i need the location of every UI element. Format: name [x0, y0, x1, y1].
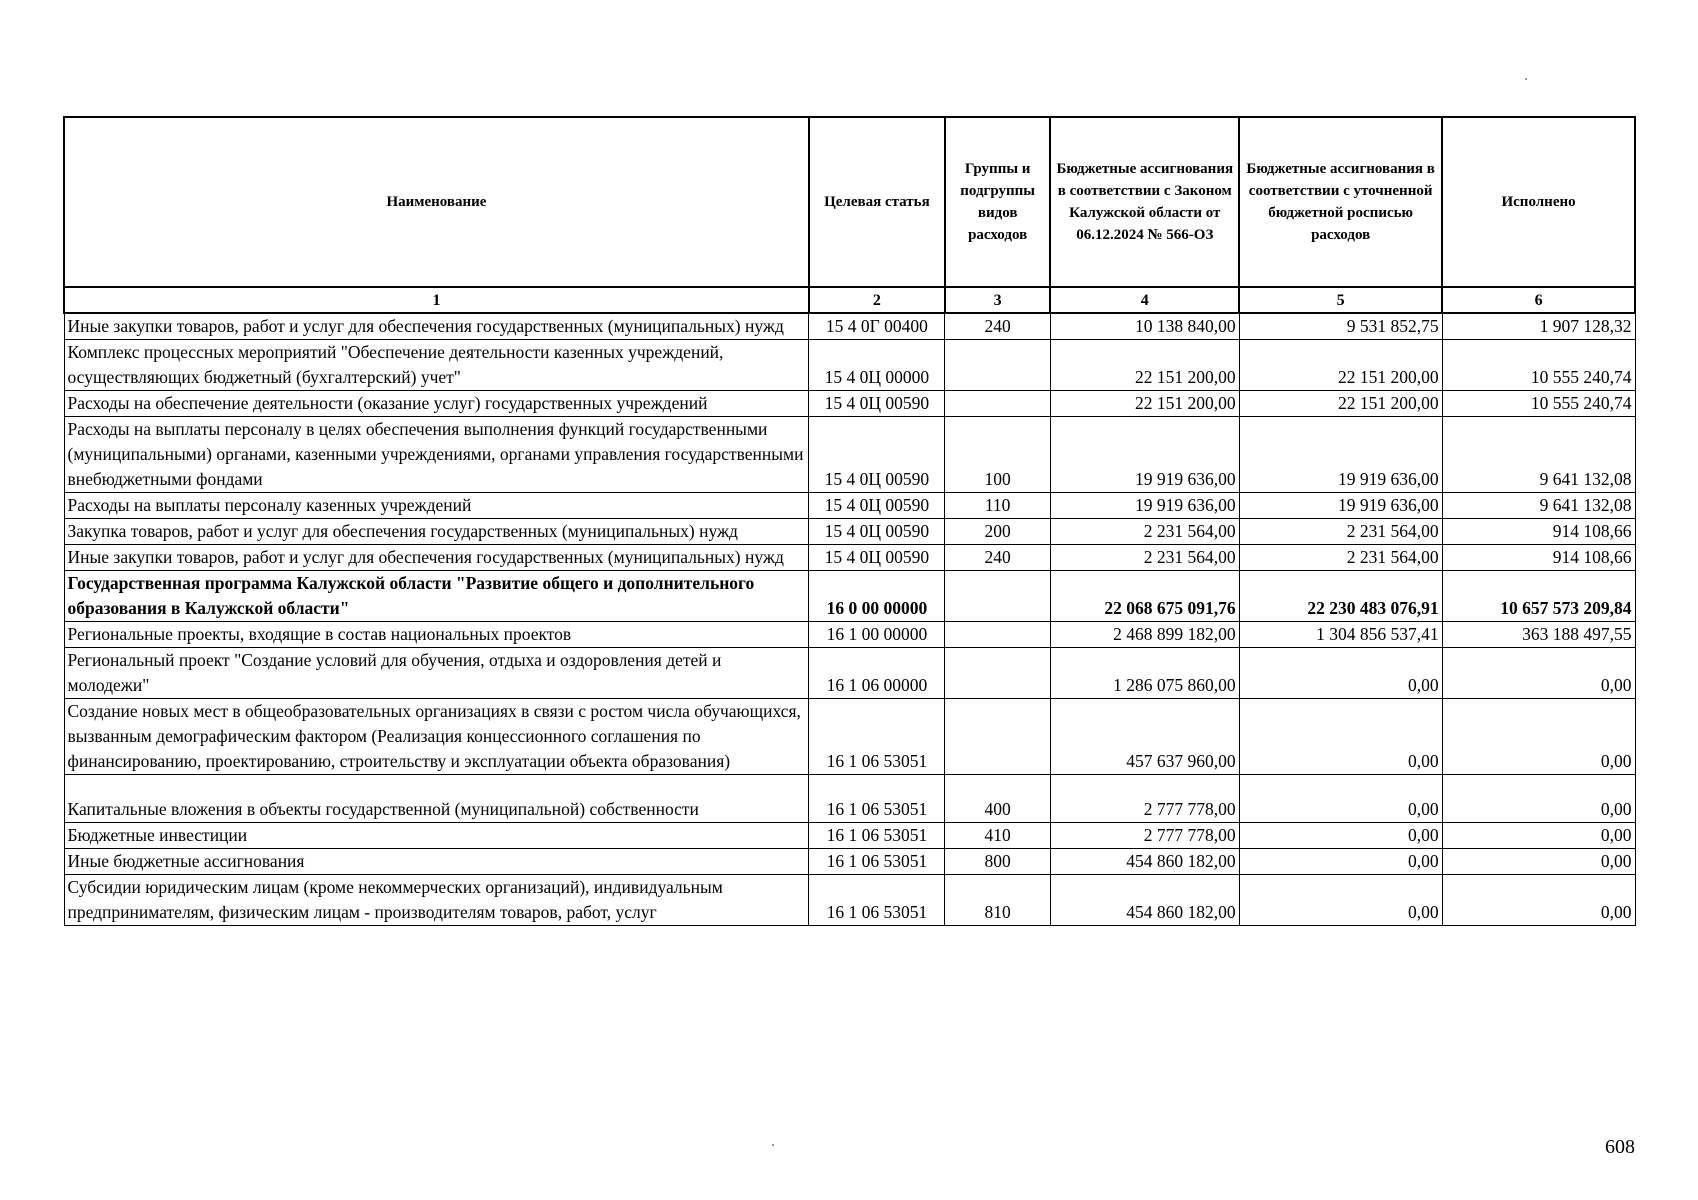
row-expense-group: 400 — [945, 775, 1051, 823]
row-executed-amount: 0,00 — [1442, 648, 1635, 699]
row-target-article: 16 1 06 00000 — [809, 648, 945, 699]
row-law-amount: 2 231 564,00 — [1050, 519, 1239, 545]
budget-table — [63, 116, 1636, 926]
row-refined-amount: 0,00 — [1239, 875, 1442, 926]
header-law-appropriations: Бюджетные ассигнования в соответствии с Законом Калужской области от 06.12.2024 № 566-ОЗ — [1050, 117, 1239, 287]
row-target-article: 16 1 06 53051 — [809, 699, 945, 775]
table-row — [64, 849, 1635, 875]
column-number: 4 — [1050, 287, 1239, 313]
row-expense-group: 240 — [945, 545, 1051, 571]
row-law-amount: 1 286 075 860,00 — [1050, 648, 1239, 699]
header-name: Наименование — [64, 117, 809, 287]
table-row — [64, 519, 1635, 545]
row-expense-group: 810 — [945, 875, 1051, 926]
table-row — [64, 313, 1635, 340]
row-executed-amount: 1 907 128,32 — [1442, 313, 1635, 340]
scan-speck — [772, 1144, 774, 1146]
row-refined-amount: 22 151 200,00 — [1239, 340, 1442, 391]
row-law-amount: 454 860 182,00 — [1050, 849, 1239, 875]
table-body — [64, 313, 1635, 926]
row-executed-amount: 363 188 497,55 — [1442, 622, 1635, 648]
row-target-article: 15 4 0Ц 00590 — [809, 545, 945, 571]
row-expense-group — [945, 571, 1051, 622]
row-expense-group — [945, 699, 1051, 775]
table-row — [64, 493, 1635, 519]
row-executed-amount: 10 555 240,74 — [1442, 340, 1635, 391]
row-refined-amount: 0,00 — [1239, 823, 1442, 849]
row-law-amount: 22 151 200,00 — [1050, 391, 1239, 417]
row-name: Создание новых мест в общеобразовательных организациях в связи с ростом числа обучающихся, вызванным демографическим фактором (Реализация концессионного соглашения по финансированию, проектированию, строительству и эксплуатации объекта образования) — [64, 699, 809, 775]
table-row — [64, 340, 1635, 391]
row-target-article: 16 1 06 53051 — [809, 875, 945, 926]
row-refined-amount: 19 919 636,00 — [1239, 493, 1442, 519]
row-name: Иные бюджетные ассигнования — [64, 849, 809, 875]
row-executed-amount: 10 555 240,74 — [1442, 391, 1635, 417]
row-refined-amount: 2 231 564,00 — [1239, 519, 1442, 545]
table-row — [64, 571, 1635, 622]
row-target-article: 15 4 0Ц 00590 — [809, 493, 945, 519]
row-refined-amount: 1 304 856 537,41 — [1239, 622, 1442, 648]
row-executed-amount: 0,00 — [1442, 775, 1635, 823]
row-expense-group: 240 — [945, 313, 1051, 340]
column-number: 1 — [64, 287, 809, 313]
row-name: Региональные проекты, входящие в состав национальных проектов — [64, 622, 809, 648]
row-law-amount: 2 777 778,00 — [1050, 775, 1239, 823]
row-expense-group: 100 — [945, 417, 1051, 493]
scan-speck — [1525, 78, 1527, 80]
row-law-amount: 2 468 899 182,00 — [1050, 622, 1239, 648]
row-executed-amount: 914 108,66 — [1442, 545, 1635, 571]
header-executed: Исполнено — [1442, 117, 1635, 287]
header-expense-groups: Группы и подгруппы видов расходов — [945, 117, 1051, 287]
row-expense-group — [945, 340, 1051, 391]
column-number: 6 — [1442, 287, 1635, 313]
row-target-article: 15 4 0Г 00400 — [809, 313, 945, 340]
page-number: 608 — [1605, 1136, 1635, 1158]
row-refined-amount: 22 151 200,00 — [1239, 391, 1442, 417]
row-name: Закупка товаров, работ и услуг для обеспечения государственных (муниципальных) нужд — [64, 519, 809, 545]
row-name: Иные закупки товаров, работ и услуг для обеспечения государственных (муниципальных) нужд — [64, 313, 809, 340]
table-row — [64, 699, 1635, 775]
table-row — [64, 775, 1635, 823]
table-row — [64, 545, 1635, 571]
table-row — [64, 622, 1635, 648]
row-target-article: 16 0 00 00000 — [809, 571, 945, 622]
row-name: Капитальные вложения в объекты государственной (муниципальной) собственности — [64, 775, 809, 823]
row-refined-amount: 2 231 564,00 — [1239, 545, 1442, 571]
column-number: 5 — [1239, 287, 1442, 313]
row-law-amount: 10 138 840,00 — [1050, 313, 1239, 340]
table-row — [64, 823, 1635, 849]
row-expense-group — [945, 622, 1051, 648]
row-executed-amount: 9 641 132,08 — [1442, 493, 1635, 519]
row-executed-amount: 0,00 — [1442, 875, 1635, 926]
table-row — [64, 391, 1635, 417]
row-refined-amount: 0,00 — [1239, 775, 1442, 823]
row-law-amount: 457 637 960,00 — [1050, 699, 1239, 775]
row-executed-amount: 9 641 132,08 — [1442, 417, 1635, 493]
row-name: Расходы на выплаты персоналу казенных учреждений — [64, 493, 809, 519]
header-refined-appropriations: Бюджетные ассигнования в соответствии с уточненной бюджетной росписью расходов — [1239, 117, 1442, 287]
header-target-article: Целевая статья — [809, 117, 945, 287]
table-header-row — [64, 117, 1635, 287]
row-expense-group: 200 — [945, 519, 1051, 545]
row-refined-amount: 9 531 852,75 — [1239, 313, 1442, 340]
row-name: Бюджетные инвестиции — [64, 823, 809, 849]
row-refined-amount: 0,00 — [1239, 849, 1442, 875]
row-expense-group — [945, 648, 1051, 699]
row-target-article: 15 4 0Ц 00590 — [809, 391, 945, 417]
row-executed-amount: 0,00 — [1442, 849, 1635, 875]
row-name: Расходы на обеспечение деятельности (оказание услуг) государственных учреждений — [64, 391, 809, 417]
row-law-amount: 2 777 778,00 — [1050, 823, 1239, 849]
row-executed-amount: 914 108,66 — [1442, 519, 1635, 545]
table-row — [64, 417, 1635, 493]
row-executed-amount: 0,00 — [1442, 823, 1635, 849]
row-target-article: 16 1 06 53051 — [809, 775, 945, 823]
row-expense-group — [945, 391, 1051, 417]
row-name: Расходы на выплаты персоналу в целях обеспечения выполнения функций государственными (муниципальными) органами, казенными учреждениями, органами управления государственными внебюджетными фондами — [64, 417, 809, 493]
row-law-amount: 454 860 182,00 — [1050, 875, 1239, 926]
row-refined-amount: 0,00 — [1239, 699, 1442, 775]
row-target-article: 16 1 00 00000 — [809, 622, 945, 648]
row-expense-group: 410 — [945, 823, 1051, 849]
row-name: Иные закупки товаров, работ и услуг для обеспечения государственных (муниципальных) нужд — [64, 545, 809, 571]
row-law-amount: 19 919 636,00 — [1050, 417, 1239, 493]
row-law-amount: 22 068 675 091,76 — [1050, 571, 1239, 622]
row-expense-group: 110 — [945, 493, 1051, 519]
column-number-row — [64, 287, 1635, 313]
row-target-article: 15 4 0Ц 00590 — [809, 519, 945, 545]
row-target-article: 15 4 0Ц 00000 — [809, 340, 945, 391]
row-name: Государственная программа Калужской области "Развитие общего и дополнительного образования в Калужской области" — [64, 571, 809, 622]
row-target-article: 16 1 06 53051 — [809, 849, 945, 875]
row-refined-amount: 22 230 483 076,91 — [1239, 571, 1442, 622]
row-name: Региональный проект "Создание условий для обучения, отдыха и оздоровления детей и молодежи" — [64, 648, 809, 699]
row-name: Субсидии юридическим лицам (кроме некоммерческих организаций), индивидуальным предпринимателям, физическим лицам - производителям товаров, работ, услуг — [64, 875, 809, 926]
row-refined-amount: 19 919 636,00 — [1239, 417, 1442, 493]
table-row — [64, 875, 1635, 926]
row-refined-amount: 0,00 — [1239, 648, 1442, 699]
row-executed-amount: 0,00 — [1442, 699, 1635, 775]
row-target-article: 15 4 0Ц 00590 — [809, 417, 945, 493]
row-law-amount: 2 231 564,00 — [1050, 545, 1239, 571]
row-expense-group: 800 — [945, 849, 1051, 875]
row-executed-amount: 10 657 573 209,84 — [1442, 571, 1635, 622]
row-law-amount: 19 919 636,00 — [1050, 493, 1239, 519]
column-number: 3 — [945, 287, 1051, 313]
row-name: Комплекс процессных мероприятий "Обеспечение деятельности казенных учреждений, осуществляющих бюджетный (бухгалтерский) учет" — [64, 340, 809, 391]
row-law-amount: 22 151 200,00 — [1050, 340, 1239, 391]
column-number: 2 — [809, 287, 945, 313]
row-target-article: 16 1 06 53051 — [809, 823, 945, 849]
table-row — [64, 648, 1635, 699]
